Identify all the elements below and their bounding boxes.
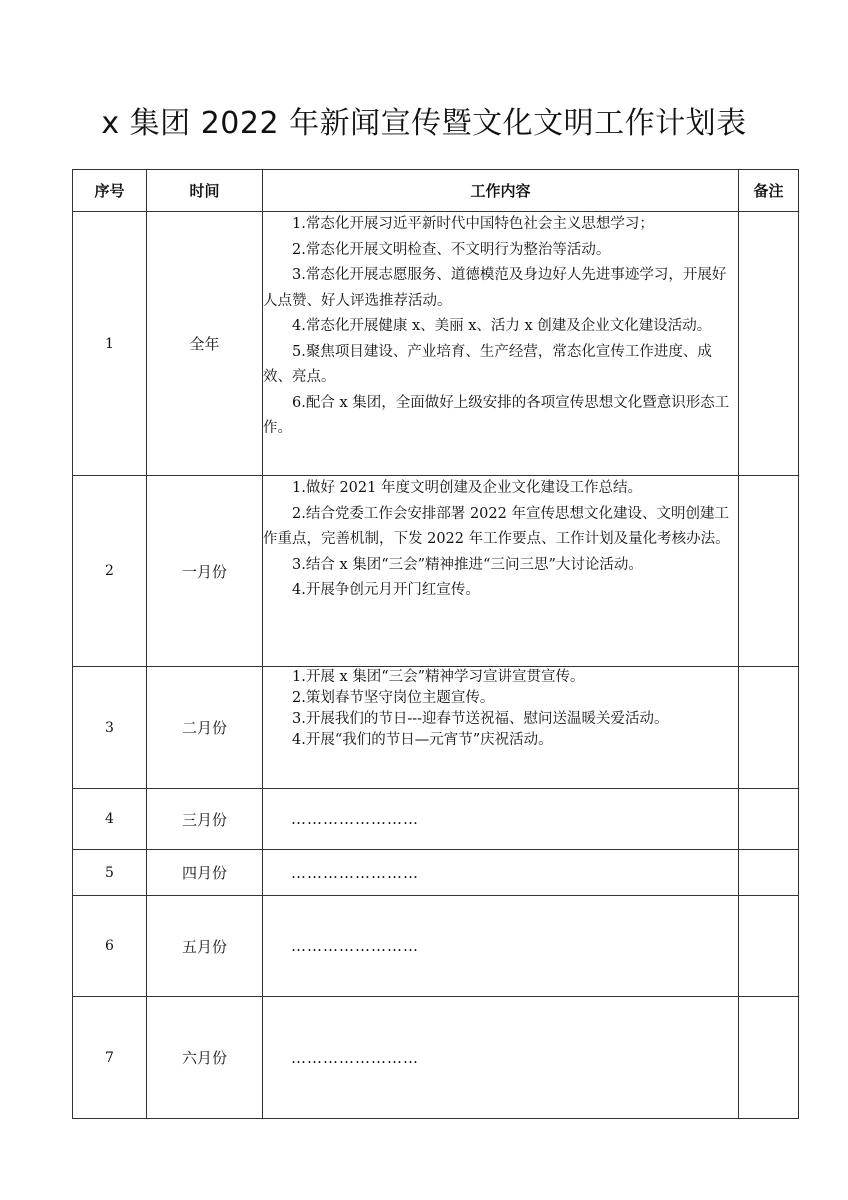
row-remark: [739, 667, 799, 789]
row-content-placeholder: ……………………: [263, 850, 739, 896]
table-row: [73, 667, 799, 789]
header-time: 时间: [147, 170, 263, 212]
row-index: 5: [73, 850, 147, 896]
row-index: 4: [73, 789, 147, 850]
row-remark: [739, 212, 799, 476]
row-index: 2: [73, 476, 147, 667]
row-time: 全年: [147, 212, 263, 476]
row-time: 一月份: [147, 476, 263, 667]
header-content: 工作内容: [263, 170, 739, 212]
content-item: 4.开展“我们的节日—元宵节”庆祝活动。: [292, 732, 553, 748]
header-index: 序号: [73, 170, 147, 212]
work-plan-table: [72, 169, 799, 1119]
content-item: 1.开展 x 集团“三会”精神学习宣讲宣贯宣传。: [292, 669, 585, 685]
page-title: x 集团 2022 年新闻宣传暨文化文明工作计划表: [101, 106, 747, 141]
table-row: [73, 476, 799, 667]
row-content-placeholder: ……………………: [263, 789, 739, 850]
row-time: 五月份: [147, 896, 263, 997]
table-row: [73, 997, 799, 1119]
content-item: 3.开展我们的节日---迎春节送祝福、慰问送温暖关爱活动。: [292, 711, 669, 727]
row-content: [263, 667, 739, 789]
content-item: 2.常态化开展文明检查、不文明行为整治等活动。: [292, 241, 611, 258]
row-content-placeholder: ……………………: [263, 896, 739, 997]
row-content-placeholder: ……………………: [263, 997, 739, 1119]
row-remark: [739, 476, 799, 667]
row-index: 3: [73, 667, 147, 789]
table-row: [73, 212, 799, 476]
row-remark: [739, 789, 799, 850]
row-remark: [739, 850, 799, 896]
content-item: 2.结合党委工作会安排部署 2022 年宣传思想文化建设、文明创建工作重点，完善机制，下发 2022 年工作要点、工作计划及量化考核办法。: [263, 505, 730, 547]
row-index: 7: [73, 997, 147, 1119]
content-item: 1.常态化开展习近平新时代中国特色社会主义思想学习；: [292, 216, 654, 232]
row-content: [263, 476, 739, 667]
row-content: [263, 212, 739, 476]
row-time: 三月份: [147, 789, 263, 850]
row-time: 四月份: [147, 850, 263, 896]
table-row: [73, 789, 799, 850]
content-item: 4.开展争创元月开门红宣传。: [292, 582, 480, 598]
row-time: 六月份: [147, 997, 263, 1119]
content-item: 4.常态化开展健康 x、美丽 x、活力 x 创建及企业文化建设活动。: [292, 318, 712, 334]
row-index: 1: [73, 212, 147, 476]
table-row: [73, 896, 799, 997]
content-item: 6.配合 x 集团，全面做好上级安排的各项宣传思想文化暨意识形态工作。: [263, 394, 730, 436]
content-item: 3.结合 x 集团“三会”精神推进“三问三思”大讨论活动。: [292, 556, 643, 573]
table-row: [73, 850, 799, 896]
row-index: 6: [73, 896, 147, 997]
row-remark: [739, 997, 799, 1119]
content-item: 3.常态化开展志愿服务、道德模范及身边好人先进事迹学习，开展好人点赞、好人评选推荐活动。: [263, 267, 727, 309]
header-remark: 备注: [739, 170, 799, 212]
table-header-row: [73, 170, 799, 212]
content-item: 2.策划春节坚守岗位主题宣传。: [292, 690, 495, 706]
content-item: 1.做好 2021 年度文明创建及企业文化建设工作总结。: [292, 480, 642, 496]
content-item: 5.聚焦项目建设、产业培育、生产经营，常态化宣传工作进度、成效、亮点。: [263, 343, 712, 385]
row-remark: [739, 896, 799, 997]
row-time: 二月份: [147, 667, 263, 789]
